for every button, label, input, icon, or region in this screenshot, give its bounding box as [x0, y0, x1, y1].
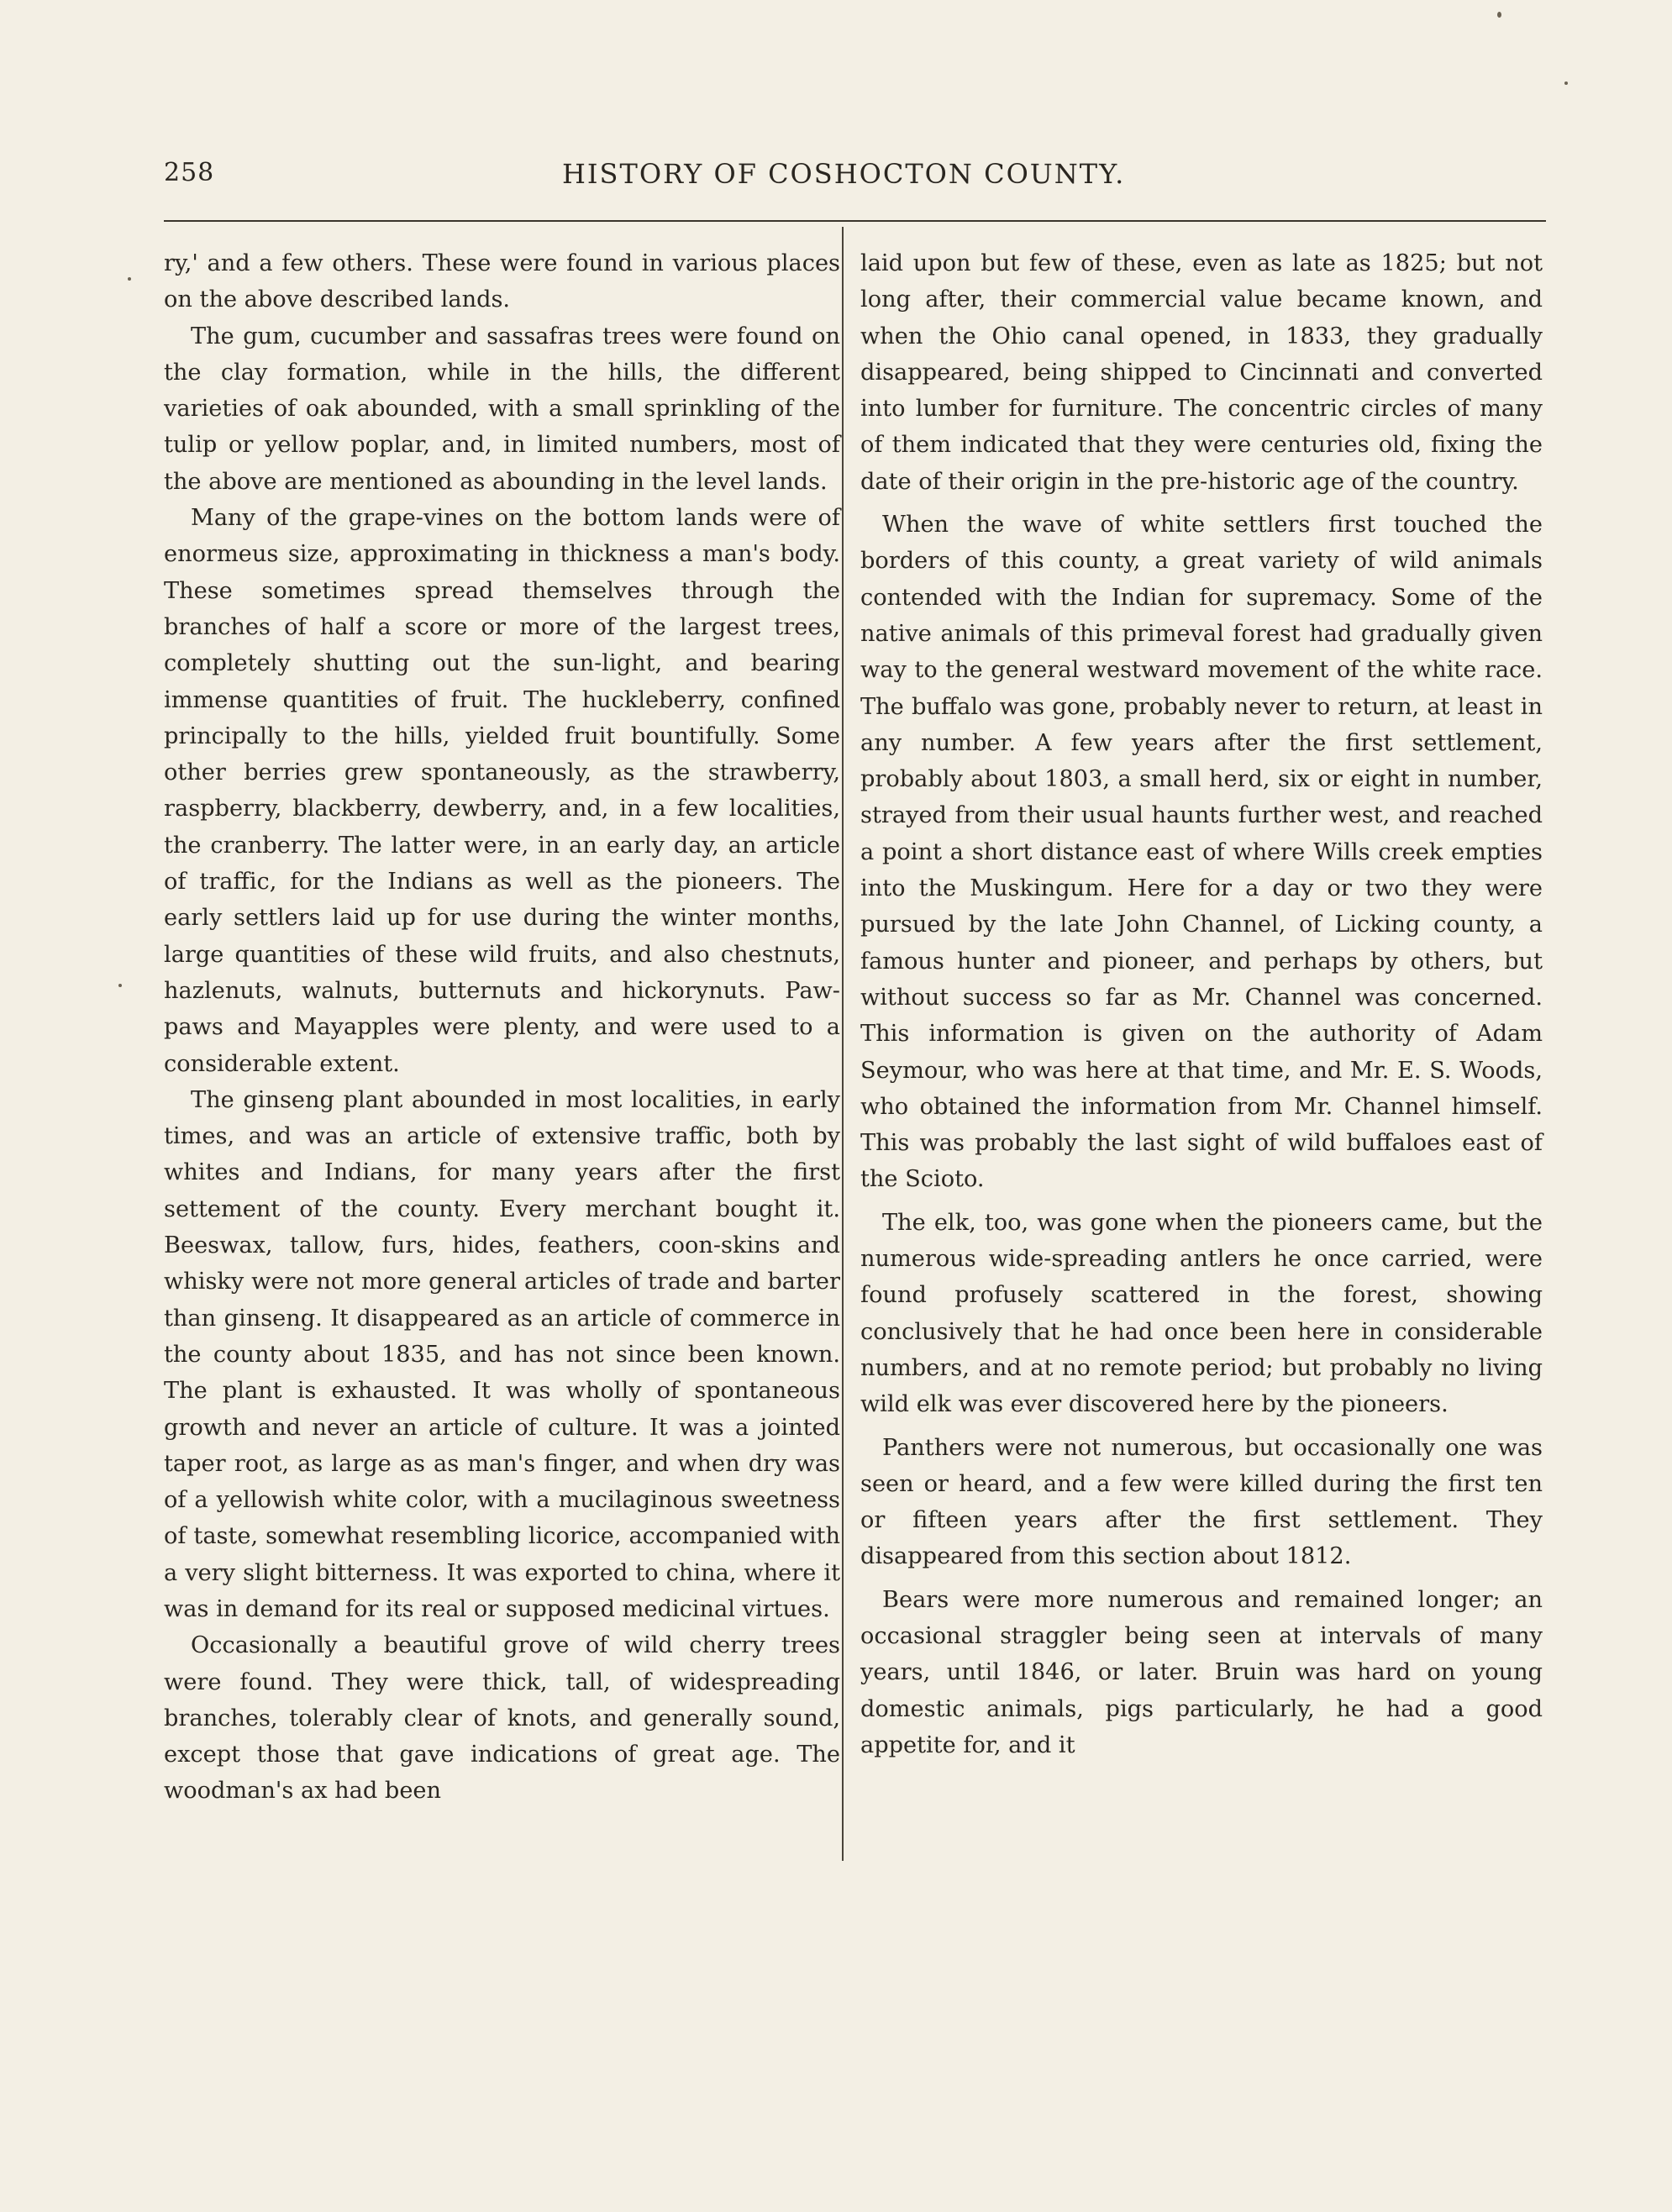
page-number: 258	[164, 158, 215, 187]
right-paragraph-5: Bears were more numerous and remained longer; an occasional straggler being seen at intervals of many years, until 1846, or later. Bruin was hard on young domestic animals, pigs particularly, he had a good appetite for, and it	[860, 1586, 1543, 1758]
left-paragraph-1: ry,' and a few others. These were found in various places on the above described lands.	[164, 250, 840, 313]
right-paragraph-3: The elk, too, was gone when the pioneers came, but the numerous wide-spreading antlers he once carried, were found profusely scattered in the forest, showing conclusively that he had once been here in considerable numbers, and at no remote period; but probably no living wild elk was ever discovered here by the pioneers.	[860, 1209, 1543, 1418]
left-column	[164, 245, 840, 1810]
left-paragraph-2: The gum, cucumber and sassafras trees were found on the clay formation, while in the hills, the different varieties of oak abounded, with a small sprinkling of the tulip or yellow poplar, and, in limited numbers, most of the above are mentioned as abounding in the level lands.	[164, 323, 840, 495]
left-paragraph-5: Occasionally a beautiful grove of wild cherry trees were found. They were thick, tall, of widespreading branches, tolerably clear of knots, and generally sound, except those that gave indications of great age. The woodman's ax had been	[164, 1632, 840, 1805]
paper-speck	[1564, 81, 1568, 85]
paper-speck	[128, 277, 131, 281]
right-paragraph-1: laid upon but few of these, even as late as 1825; but not long after, their commercial value became known, and when the Ohio canal opened, in 1833, they gradually disappeared, being shipped to Cincinnati and converted into lumber for furniture. The concentric circles of many of them indicated that they were centuries old, fixing the date of their origin in the pre-historic age of the country.	[860, 250, 1543, 495]
running-head: HISTORY OF COSHOCTON COUNTY.	[562, 158, 1126, 190]
column-divider	[842, 227, 844, 1861]
left-paragraph-3: Many of the grape-vines on the bottom lands were of enormeus size, approximating in thickness a man's body. These sometimes spread themselves through the branches of half a score or more of the largest trees, completely shutting out the sun-light, and bearing immense quantities of fruit. The huckleberry, confined principally to the hills, yielded fruit bountifully. Some other berries grew spontaneously, as the strawberry, raspberry, blackberry, dewberry, and, in a few localities, the cranberry. The latter were, in an early day, an article of traffic, for the Indians as well as the pioneers. The early settlers laid up for use during the winter months, large quantities of these wild fruits, and also chestnuts, hazlenuts, walnuts, butternuts and hickorynuts. Paw-paws and Mayapples were plenty, and were used to a considerable extent.	[164, 505, 840, 1077]
header-rule	[164, 220, 1546, 222]
left-paragraph-4: The ginseng plant abounded in most localities, in early times, and was an article of extensive traffic, both by whites and Indians, for many years after the first settement of the county. Every merchant bought it. Beeswax, tallow, furs, hides, feathers, coon-skins and whisky were not more general articles of trade and barter than ginseng. It disappeared as an article of commerce in the county about 1835, and has not since been known. The plant is exhausted. It was wholly of spontaneous growth and never an article of culture. It was a jointed taper root, as large as as man's finger, and when dry was of a yellowish white color, with a mucilaginous sweetness of taste, somewhat resembling licorice, accompanied with a very slight bitterness. It was exported to china, where it was in demand for its real or supposed medicinal virtues.	[164, 1086, 840, 1622]
right-paragraph-4: Panthers were not numerous, but occasionally one was seen or heard, and a few were killed during the first ten or fifteen years after the first settlement. They disappeared from this section about 1812.	[860, 1434, 1543, 1570]
page-header	[164, 158, 1546, 200]
paper-speck	[118, 984, 122, 987]
right-paragraph-2: When the wave of white settlers first touched the borders of this county, a great variety of wild animals contended with the Indian for supremacy. Some of the native animals of this primeval forest had gradually given way to the general westward movement of the white race. The buffalo was gone, probably never to return, at least in any number. A few years after the first settlement, probably about 1803, a small herd, six or eight in number, strayed from their usual haunts further west, and reached a point a short distance east of where Wills creek empties into the Muskingum. Here for a day or two they were pursued by the late John Channel, of Licking county, a famous hunter and pioneer, and perhaps by others, but without success so far as Mr. Channel was concerned. This information is given on the authority of Adam Seymour, who was here at that time, and Mr. E. S. Woods, who obtained the information from Mr. Channel himself. This was probably the last sight of wild buffaloes east of the Scioto.	[860, 512, 1543, 1193]
right-column	[860, 245, 1543, 1763]
paper-speck	[1497, 12, 1501, 18]
